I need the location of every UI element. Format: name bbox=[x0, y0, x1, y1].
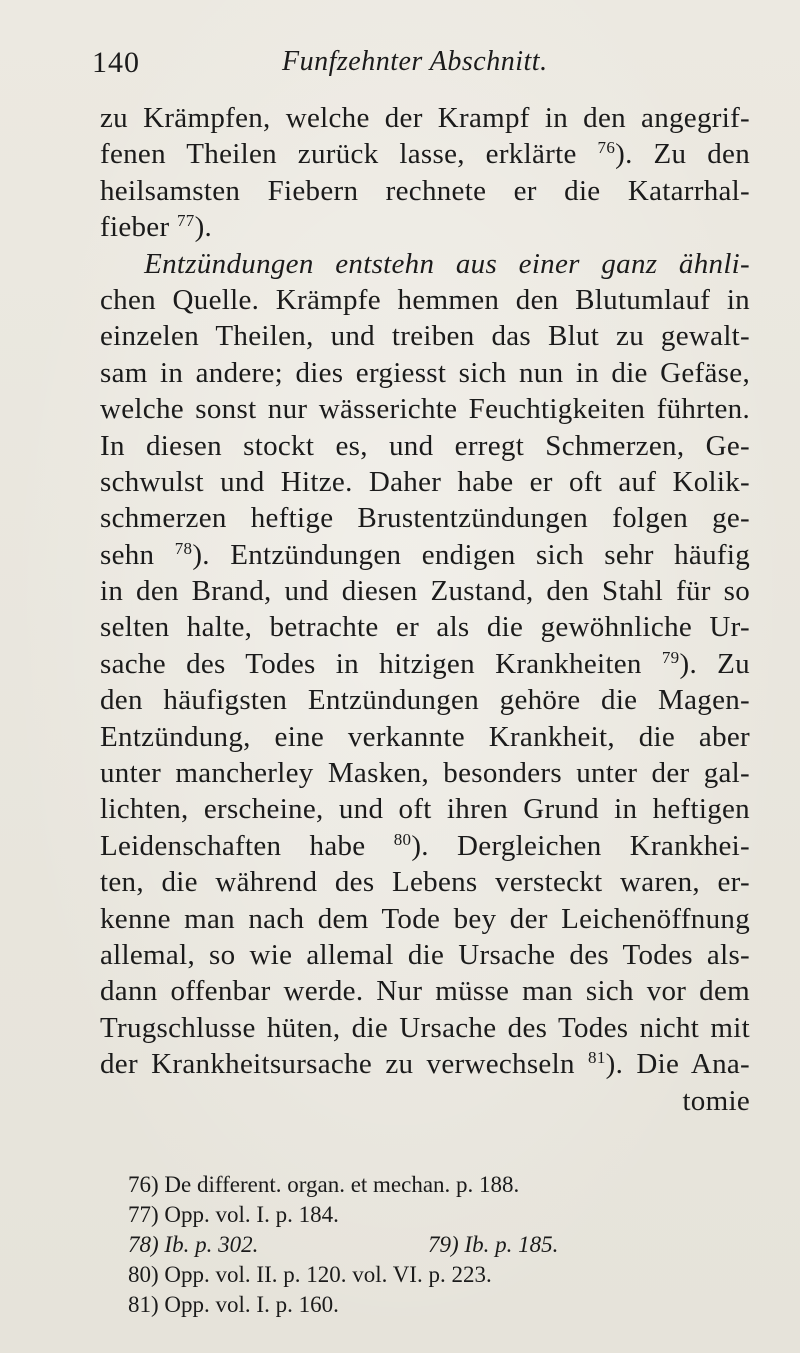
text-line: unter mancherley Masken, besonders unter der gal- bbox=[100, 757, 750, 790]
footnote: 77) Opp. vol. I. p. 184. bbox=[128, 1202, 339, 1227]
text-line: dann offenbar werde. Nur müsse man sich vor dem bbox=[100, 975, 750, 1008]
text-line: sache des Todes in hitzigen Krankheiten $^{79}$). Zu bbox=[100, 647, 750, 680]
text-line: schwulst und Hitze. Daher habe er oft auf Kolik- bbox=[100, 465, 750, 498]
footnotes bbox=[128, 1170, 748, 1320]
footnote: 80) Opp. vol. II. p. 120. vol. VI. p. 223. bbox=[128, 1262, 492, 1287]
text-line: in den Brand, und diesen Zustand, den Stahl für so bbox=[100, 575, 750, 608]
text-line: chen Quelle. Krämpfe hemmen den Blutumlauf in bbox=[100, 283, 750, 316]
footnote: 81) Opp. vol. I. p. 160. bbox=[128, 1292, 339, 1317]
text-line: den häufigsten Entzündungen gehöre die Magen- bbox=[100, 684, 750, 717]
text-line: zu Krämpfen, welche der Krampf in den angegrif- bbox=[100, 102, 750, 134]
footnote-ref: 79 bbox=[661, 647, 680, 667]
footnote: 79) Ib. p. 185. bbox=[428, 1232, 559, 1257]
footnote-ref: 77 bbox=[176, 211, 195, 231]
text-line: selten halte, betrachte er als die gewöhnliche Ur- bbox=[100, 611, 750, 644]
text-line: ten, die während des Lebens versteckt waren, er- bbox=[100, 866, 750, 899]
running-head: Funfzehnter Abschnitt. bbox=[282, 46, 548, 77]
body-text bbox=[100, 100, 750, 1119]
text-line: Trugschlusse hüten, die Ursache des Todes nicht mit bbox=[100, 1011, 750, 1044]
catchword: tomie bbox=[682, 1084, 750, 1117]
text-line: schmerzen heftige Brustentzündungen folgen ge- bbox=[100, 502, 750, 535]
text-line: lichten, erscheine, und oft ihren Grund in heftigen bbox=[100, 793, 750, 826]
text-line: sehn $^{78}$). Entzündungen endigen sich sehr häufig bbox=[100, 538, 750, 571]
footnote-ref: 80 bbox=[393, 829, 412, 849]
text-line: fieber $^{77}$). bbox=[100, 211, 213, 244]
text-line: einzelen Theilen, und treiben das Blut zu gewalt- bbox=[100, 320, 750, 353]
text-line: allemal, so wie allemal die Ursache des Todes als- bbox=[100, 938, 750, 971]
text-line: heilsamsten Fiebern rechnete er die Katarrhal- bbox=[100, 174, 750, 207]
footnote-ref: 76 bbox=[597, 138, 616, 158]
page-number: 140 bbox=[92, 46, 140, 79]
footnote-ref: 81 bbox=[588, 1048, 606, 1068]
footnote-pair bbox=[128, 1230, 748, 1260]
text-line: Entzündungen entstehn aus einer ganz ähnli- bbox=[144, 247, 750, 280]
footnote: 78) Ib. p. 302. bbox=[128, 1232, 259, 1257]
footnote: 76) De different. organ. et mechan. p. 188. bbox=[128, 1172, 520, 1197]
text-line: fenen Theilen zurück lasse, erklärte $^{76}$). Zu den bbox=[100, 138, 750, 171]
text-line: Leidenschaften habe $^{80}$). Dergleichen Krankhei- bbox=[100, 829, 750, 862]
text-line: In diesen stockt es, und erregt Schmerzen, Ge- bbox=[100, 429, 750, 462]
text-line: Entzündung, eine verkannte Krankheit, die aber bbox=[100, 720, 750, 753]
text-line: kenne man nach dem Tode bey der Leichenöffnung bbox=[100, 902, 750, 935]
page-header bbox=[92, 42, 732, 82]
text-line: sam in andere; dies ergiesst sich nun in die Gefäse, bbox=[100, 356, 750, 389]
text-line: der Krankheitsursache zu verwechseln $^{81}$). Die Ana- bbox=[100, 1048, 750, 1081]
text-line: welche sonst nur wässerichte Feuchtigkeiten führten. bbox=[100, 393, 750, 426]
footnote-ref: 78 bbox=[174, 538, 193, 558]
